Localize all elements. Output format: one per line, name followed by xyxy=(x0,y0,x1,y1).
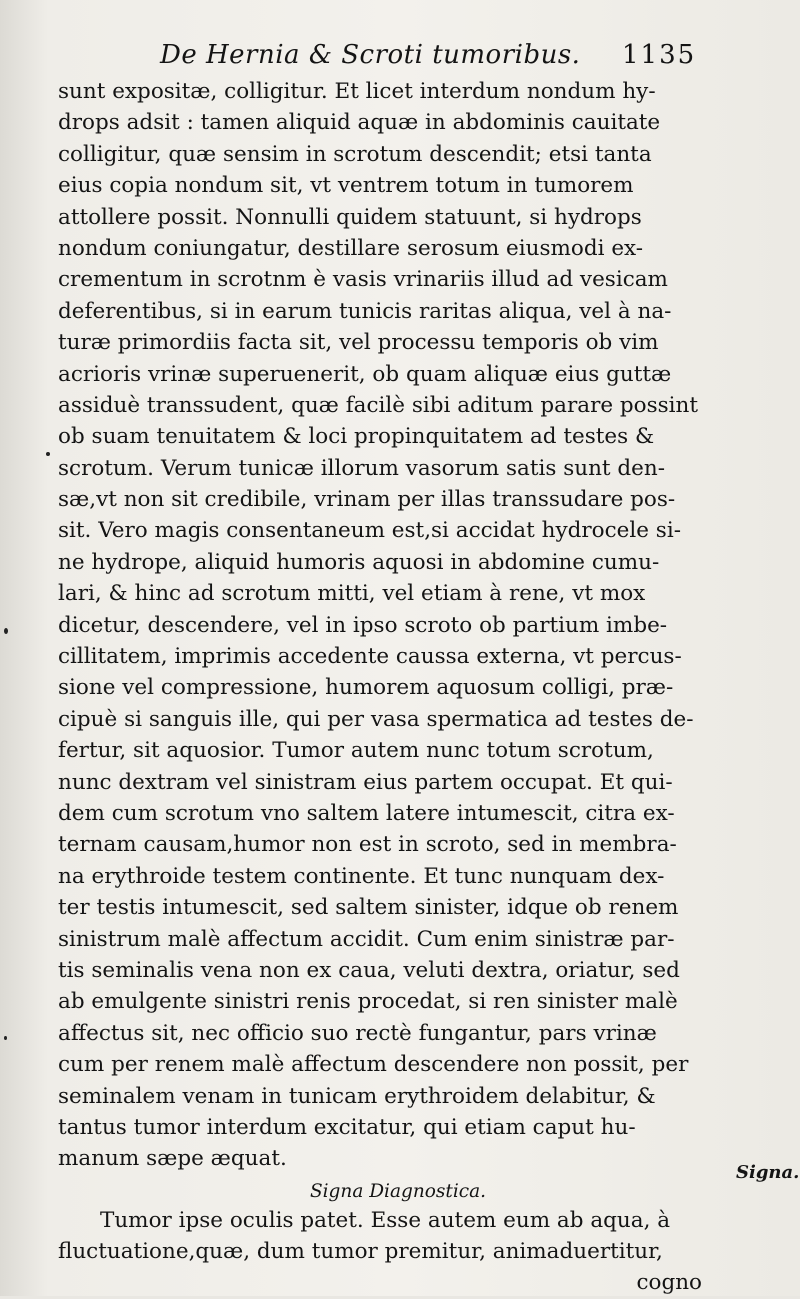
text-line: scrotum. Verum tunicæ illorum vasorum satis sunt den- xyxy=(58,455,665,481)
text-line: assiduè transsudent, quæ facilè sibi aditum parare possint xyxy=(58,392,699,418)
text-line: turæ primordiis facta sit, vel processu temporis ob vim xyxy=(58,330,659,356)
text-line: dicetur, descendere, vel in ipso scroto ob partium imbe- xyxy=(58,612,668,638)
text-line: na erythroide testem continente. Et tunc nunquam dex- xyxy=(58,863,665,889)
text-line: fluctuatione,quæ, dum tumor premitur, animaduertitur, xyxy=(58,1239,663,1265)
text-line: cillitatem, imprimis accedente caussa externa, vt percus- xyxy=(58,644,682,670)
text-line: affectus sit, nec officio suo rectè fungantur, pars vrinæ xyxy=(58,1020,657,1046)
page-number: 1135 xyxy=(622,40,697,70)
text-line: eius copia nondum sit, vt ventrem totum in tumorem xyxy=(58,173,634,199)
text-line: manum sæpe æquat. xyxy=(58,1146,287,1172)
text-line: nondum coniungatur, destillare serosum eiusmodi ex- xyxy=(58,235,644,261)
text-line: ab emulgente sinistri renis procedat, si ren sinister malè xyxy=(58,989,678,1015)
ink-speck xyxy=(4,1036,7,1040)
running-title: De Hernia & Scroti tumoribus. xyxy=(160,40,581,70)
text-line: ob suam tenuitatem & loci propinquitatem ad testes & xyxy=(58,424,655,450)
text-line: nunc dextram vel sinistram eius partem occupat. Et qui- xyxy=(58,769,673,795)
text-line: sit. Vero magis consentaneum est,si accidat hydrocele si- xyxy=(58,518,681,544)
text-line: dem cum scrotum vno saltem latere intumescit, citra ex- xyxy=(58,800,675,826)
text-line: tis seminalis vena non ex caua, veluti dextra, oriatur, sed xyxy=(58,957,680,983)
text-line: ternam causam,humor non est in scroto, sed in membra- xyxy=(58,832,677,858)
section-heading: Signa Diagnostica. xyxy=(309,1180,487,1202)
page-header xyxy=(160,40,720,70)
text-line: lari, & hinc ad scrotum mitti, vel etiam à rene, vt mox xyxy=(58,581,646,607)
text-line: sione vel compressione, humorem aquosum colligi, præ- xyxy=(58,675,674,701)
text-line: acrioris vrinæ superuenerit, ob quam aliquæ eius guttæ xyxy=(58,361,672,387)
margin-note: Signa. xyxy=(736,1162,800,1183)
body-text xyxy=(58,76,708,1299)
text-line: seminalem venam in tunicam erythroidem delabitur, & xyxy=(58,1083,656,1109)
catchword: cogno xyxy=(636,1270,702,1296)
ink-speck xyxy=(46,452,50,456)
text-line: sæ,vt non sit credibile, vrinam per illas transsudare pos- xyxy=(58,487,676,513)
text-line: attollere possit. Nonnulli quidem statuunt, si hydrops xyxy=(58,204,642,230)
text-line: cum per renem malè affectum descendere non possit, per xyxy=(58,1052,689,1078)
text-line: colligitur, quæ sensim in scrotum descendit; etsi tanta xyxy=(58,141,652,167)
text-line: deferentibus, si in earum tunicis raritas aliqua, vel à na- xyxy=(58,298,672,324)
text-line: crementum in scrotnm è vasis vrinariis illud ad vesicam xyxy=(58,267,668,293)
text-line: sunt expositæ, colligitur. Et licet interdum nondum hy- xyxy=(58,79,656,104)
text-line: sinistrum malè affectum accidit. Cum enim sinistræ par- xyxy=(58,926,675,952)
text-line: tantus tumor interdum excitatur, qui etiam caput hu- xyxy=(58,1114,636,1140)
text-line: ter testis intumescit, sed saltem sinister, idque ob renem xyxy=(58,895,679,921)
text-line: drops adsit : tamen aliquid aquæ in abdominis cauitate xyxy=(58,110,661,136)
text-line: ne hydrope, aliquid humoris aquosi in abdomine cumu- xyxy=(58,549,660,575)
text-line: Tumor ipse oculis patet. Esse autem eum ab aqua, à xyxy=(100,1207,671,1233)
text-line: cipuè si sanguis ille, qui per vasa spermatica ad testes de- xyxy=(58,706,694,732)
text-line: fertur, sit aquosior. Tumor autem nunc totum scrotum, xyxy=(58,738,654,764)
ink-speck xyxy=(4,628,8,634)
